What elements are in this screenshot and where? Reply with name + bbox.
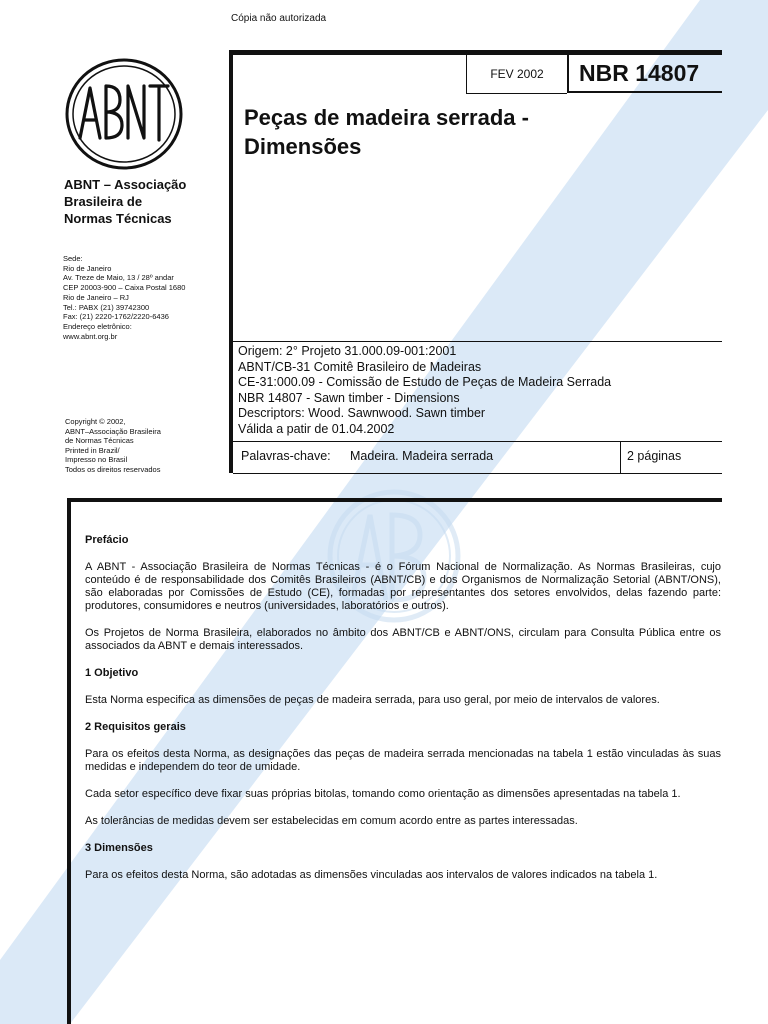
- address-line: Fax: (21) 2220-1762/2220-6436: [63, 312, 169, 322]
- body-top-rule: [67, 498, 722, 502]
- body-left-rule: [67, 502, 71, 1024]
- section-paragraph: Cada setor específico deve fixar suas próprias bitolas, tomando como orientação as dimensões apresentadas na tabela 1.: [85, 788, 681, 800]
- committee-line: ABNT/CB-31 Comitê Brasileiro de Madeiras: [238, 359, 482, 374]
- page-count: 2 páginas: [627, 449, 682, 463]
- address-line: Rio de Janeiro – RJ: [63, 292, 129, 302]
- section-paragraph: As tolerâncias de medidas devem ser estabelecidas em comum acordo entre as partes interessadas.: [85, 815, 578, 827]
- section-paragraph: Para os efeitos desta Norma, as designações das peças de madeira serrada mencionadas na tabela 1 estão vinculadas às suas medidas e independem do teor de umidade.: [85, 748, 721, 773]
- org-name-line: Normas Técnicas: [64, 211, 172, 226]
- address-block: [63, 254, 185, 341]
- title-line: Peças de madeira serrada -: [244, 105, 529, 130]
- keywords-label: Palavras-chave:: [241, 449, 331, 463]
- origin-block: [238, 344, 611, 437]
- section-heading-objetivo: 1 Objetivo: [85, 667, 139, 679]
- section-paragraph: Esta Norma especifica as dimensões de peças de madeira serrada, para uso geral, por meio de intervalos de valores.: [85, 694, 660, 706]
- commission-line: CE-31:000.09 - Comissão de Estudo de Peças de Madeira Serrada: [238, 375, 612, 389]
- publication-date: FEV 2002: [466, 55, 567, 94]
- copy-notice: Cópia não autorizada: [231, 13, 327, 24]
- preface-paragraph: A ABNT - Associação Brasileira de Normas Técnicas - é o Fórum Nacional de Normalização. As Normas Brasileiras, cujo conteúdo é de responsabilidade dos Comitês Brasileiros (ABNT/CB) e dos Organismos de Normalização Setorial (ABNT/ONS), são elaboradas por Comissões de Estudo (CE), formadas por representantes dos setores envolvidos, delas fazendo parte: produtores, consumidores e neutros (universidades, laboratórios e outros).: [85, 561, 721, 612]
- copyright-line: Impresso no Brasil: [65, 455, 128, 464]
- address-line: Sede:: [63, 254, 83, 263]
- address-url: www.abnt.org.br: [63, 331, 118, 341]
- copyright-line: Todos os direitos reservados: [65, 464, 161, 474]
- keywords-separator: [620, 442, 621, 473]
- section-paragraph: Para os efeitos desta Norma, são adotadas as dimensões vinculadas aos intervalos de valores indicados na tabela 1.: [85, 869, 658, 881]
- copyright-line: ABNT–Associação Brasileira: [65, 426, 161, 436]
- descriptors-line: Descriptors: Wood. Sawnwood. Sawn timber: [238, 406, 486, 420]
- origin-divider: [233, 341, 722, 342]
- abnt-logo: [64, 58, 184, 170]
- document-title: [244, 103, 684, 161]
- org-name-line: ABNT – Associação: [64, 177, 187, 192]
- keywords-row: [233, 441, 722, 474]
- address-line: Av. Treze de Maio, 13 / 28º andar: [63, 273, 174, 283]
- copyright-line: Copyright © 2002,: [65, 417, 126, 426]
- address-line: Rio de Janeiro: [63, 263, 112, 273]
- preface-heading: Prefácio: [85, 534, 129, 546]
- english-title-line: NBR 14807 - Sawn timber - Dimensions: [238, 390, 460, 405]
- copyright-line: de Normas Técnicas: [65, 436, 134, 445]
- copyright-block: [65, 417, 161, 474]
- cover-left-rule: [229, 55, 233, 473]
- title-line: Dimensões: [244, 134, 362, 159]
- address-line: Endereço eletrônico:: [63, 321, 132, 331]
- preface-paragraph: Os Projetos de Norma Brasileira, elaborados no âmbito dos ABNT/CB e ABNT/ONS, circulam para Consulta Pública entre os associados da ABNT e demais interessados.: [85, 627, 721, 652]
- section-heading-requisitos: 2 Requisitos gerais: [85, 721, 186, 733]
- address-line: Tel.: PABX (21) 39742300: [63, 302, 150, 312]
- body-text: [85, 534, 721, 896]
- organization-name: [64, 176, 214, 227]
- address-line: CEP 20003-900 – Caixa Postal 1680: [63, 283, 186, 293]
- origin-line: Origem: 2° Projeto 31.000.09-001:2001: [238, 344, 457, 358]
- keywords-value: Madeira. Madeira serrada: [350, 449, 494, 463]
- validity-line: Válida a patir de 01.04.2002: [238, 421, 395, 436]
- standard-number: NBR 14807: [567, 55, 722, 93]
- section-heading-dimensoes: 3 Dimensões: [85, 842, 153, 854]
- copyright-line: Printed in Brazil/: [65, 445, 120, 455]
- org-name-line: Brasileira de: [64, 194, 143, 209]
